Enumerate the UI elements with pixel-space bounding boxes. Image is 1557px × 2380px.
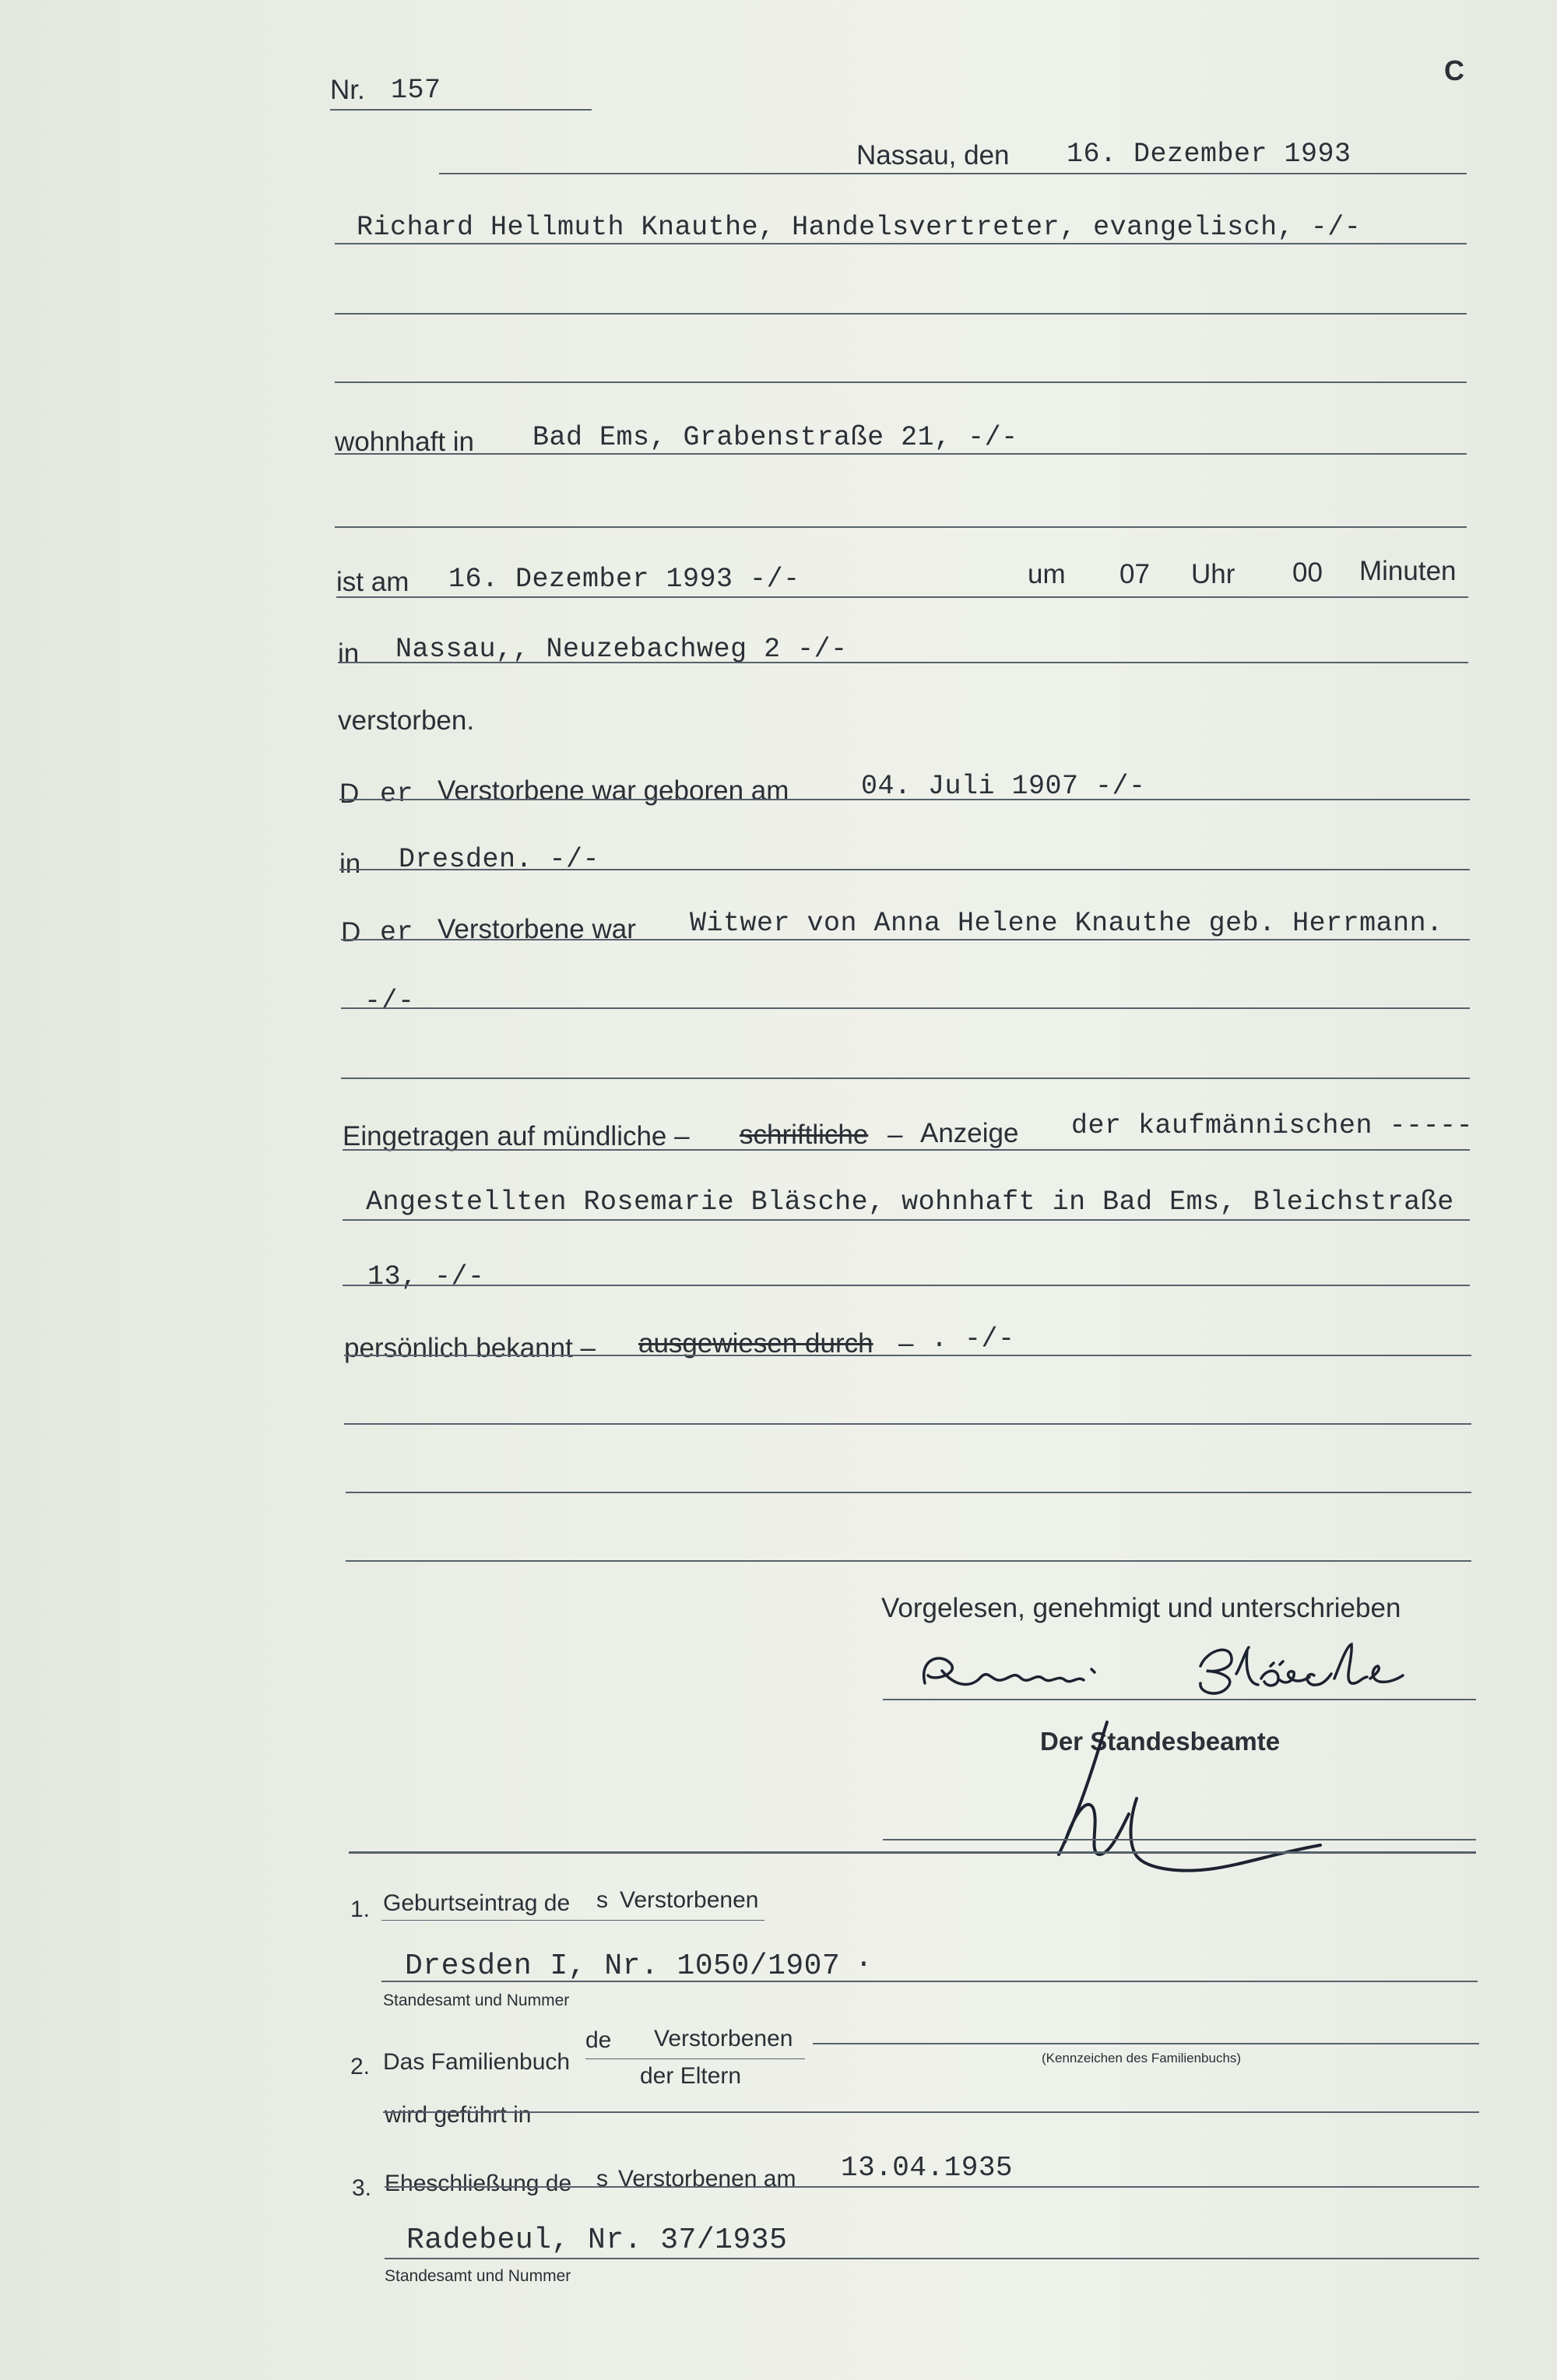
blank-rule-3: [346, 1560, 1471, 1562]
nr-value: 157: [391, 75, 441, 106]
registration-label-start: Eingetragen auf mündliche –: [343, 1121, 690, 1151]
status-rule-1: [341, 939, 1470, 940]
blank-rule-2: [346, 1492, 1471, 1493]
f2-line2-label: wird geführt in: [385, 2102, 532, 2128]
declarant-signature-rule: [883, 1699, 1476, 1700]
registration-value-3: 13, -/-: [367, 1261, 485, 1292]
f2-number: 2.: [350, 2054, 371, 2079]
declarant-rule-2: [335, 313, 1467, 315]
residence-rule-2: [335, 526, 1467, 528]
birth-place-label: in: [339, 849, 361, 879]
registration-rule-1: [343, 1149, 1470, 1151]
status-d-label: D: [341, 917, 361, 947]
registration-value-1: der kaufmännischen -----: [1071, 1110, 1474, 1141]
registration-rule-2: [343, 1219, 1470, 1221]
f2-de: de: [585, 2027, 612, 2053]
f3-caption: Standesamt und Nummer: [385, 2267, 571, 2285]
death-date-label: ist am: [336, 567, 409, 597]
birth-place-rule: [339, 869, 1470, 870]
status-label: Verstorbene war: [438, 914, 636, 944]
f3-value-rule: [385, 2258, 1479, 2259]
f2-value-rule: [813, 2043, 1479, 2044]
f1-value: Dresden I, Nr. 1050/1907: [405, 1949, 841, 1983]
f1-label: Geburtseintrag de: [383, 1890, 571, 1916]
corner-mark: C: [1444, 54, 1464, 86]
hour-value: 07: [1119, 559, 1150, 589]
death-date-value: 16. Dezember 1993 -/-: [448, 564, 800, 595]
um-label: um: [1028, 559, 1066, 589]
status-rule-3: [341, 1078, 1470, 1079]
birth-d-label: D: [339, 779, 360, 809]
f1-number: 1.: [350, 1897, 371, 1922]
death-place-label: in: [338, 638, 360, 669]
f2-line2-rule: [383, 2111, 1479, 2113]
known-value: . -/-: [931, 1324, 1015, 1355]
residence-value: Bad Ems, Grabenstraße 21, -/-: [532, 422, 1018, 453]
place-date-label: Nassau, den: [856, 140, 1010, 171]
declarant-rule-1: [335, 243, 1467, 244]
registration-dash: –: [887, 1120, 903, 1150]
known-dash: –: [898, 1328, 914, 1359]
f3-value: Radebeul, Nr. 37/1935: [406, 2224, 788, 2257]
verstorben-label: verstorben.: [338, 705, 475, 736]
birth-place-value: Dresden. -/-: [399, 844, 600, 875]
f1-s: s: [596, 1887, 608, 1913]
f3-date: 13.04.1935: [841, 2152, 1014, 2184]
nr-rule: [330, 109, 592, 111]
date-value: 16. Dezember 1993: [1067, 139, 1351, 170]
uhr-label: Uhr: [1191, 559, 1235, 589]
read-approved-label: Vorgelesen, genehmigt und unterschrieben: [881, 1593, 1401, 1623]
registration-value-2: Angestellten Rosemarie Bläsche, wohnhaft in Bad Ems, Bleichstraße: [366, 1186, 1454, 1218]
f2-caption: (Kennzeichen des Familienbuchs): [1042, 2051, 1242, 2065]
birth-date-rule: [339, 799, 1470, 800]
death-date-rule: [336, 596, 1468, 598]
date-rule: [439, 173, 1467, 174]
known-label: persönlich bekannt –: [344, 1333, 596, 1363]
f1-caption: Standesamt und Nummer: [383, 1992, 570, 2009]
f2-label: Das Familienbuch: [383, 2049, 571, 2075]
f3-label: Eheschließung de: [385, 2171, 572, 2196]
f2-fraction-rule: [585, 2058, 805, 2059]
status-value-2: -/-: [364, 986, 415, 1017]
f1-value-rule: [381, 1981, 1478, 1982]
registrar-signature-rule: [883, 1839, 1476, 1840]
f3-number: 3.: [352, 2175, 372, 2201]
nr-label: Nr.: [330, 75, 365, 105]
registration-rule-3: [343, 1285, 1470, 1286]
registration-struck: schriftliche: [740, 1120, 869, 1150]
status-er-typed: er: [380, 917, 414, 948]
birth-er-typed: er: [380, 779, 414, 810]
birth-label: Verstorbene war geboren am: [438, 775, 789, 806]
f3-date-rule: [385, 2186, 1479, 2188]
death-place-rule: [338, 662, 1468, 663]
minutes-value: 00: [1292, 557, 1323, 588]
death-place-value: Nassau,, Neuzebachweg 2 -/-: [395, 634, 848, 665]
blank-rule-1: [344, 1423, 1471, 1425]
declarant-rule-3: [335, 381, 1467, 383]
residence-label: wohnhaft in: [335, 427, 475, 457]
known-struck: ausgewiesen durch: [638, 1328, 873, 1359]
birth-date-value: 04. Juli 1907 -/-: [861, 771, 1146, 802]
f3-s: s: [596, 2166, 608, 2192]
status-rule-2: [341, 1007, 1470, 1009]
f2-upper: Verstorbenen: [654, 2026, 793, 2051]
f3-label-end: Verstorbenen am: [618, 2166, 796, 2192]
f1-dot: .: [855, 1942, 873, 1975]
known-rule: [344, 1355, 1471, 1356]
f1-label-rule: [381, 1920, 764, 1921]
footer-separator: [349, 1851, 1476, 1854]
status-value-1: Witwer von Anna Helene Knauthe geb. Herrmann.: [690, 908, 1443, 939]
minuten-label: Minuten: [1359, 556, 1457, 586]
declarant-line: Richard Hellmuth Knauthe, Handelsvertreter, evangelisch, -/-: [357, 212, 1362, 243]
registration-label-end: Anzeige: [920, 1118, 1019, 1148]
f1-label-end: Verstorbenen: [620, 1887, 759, 1913]
registrar-label: Der Standesbeamte: [1040, 1727, 1281, 1756]
declarant-signature: [911, 1635, 1471, 1705]
f2-lower: der Eltern: [640, 2063, 742, 2089]
residence-rule: [335, 453, 1467, 455]
